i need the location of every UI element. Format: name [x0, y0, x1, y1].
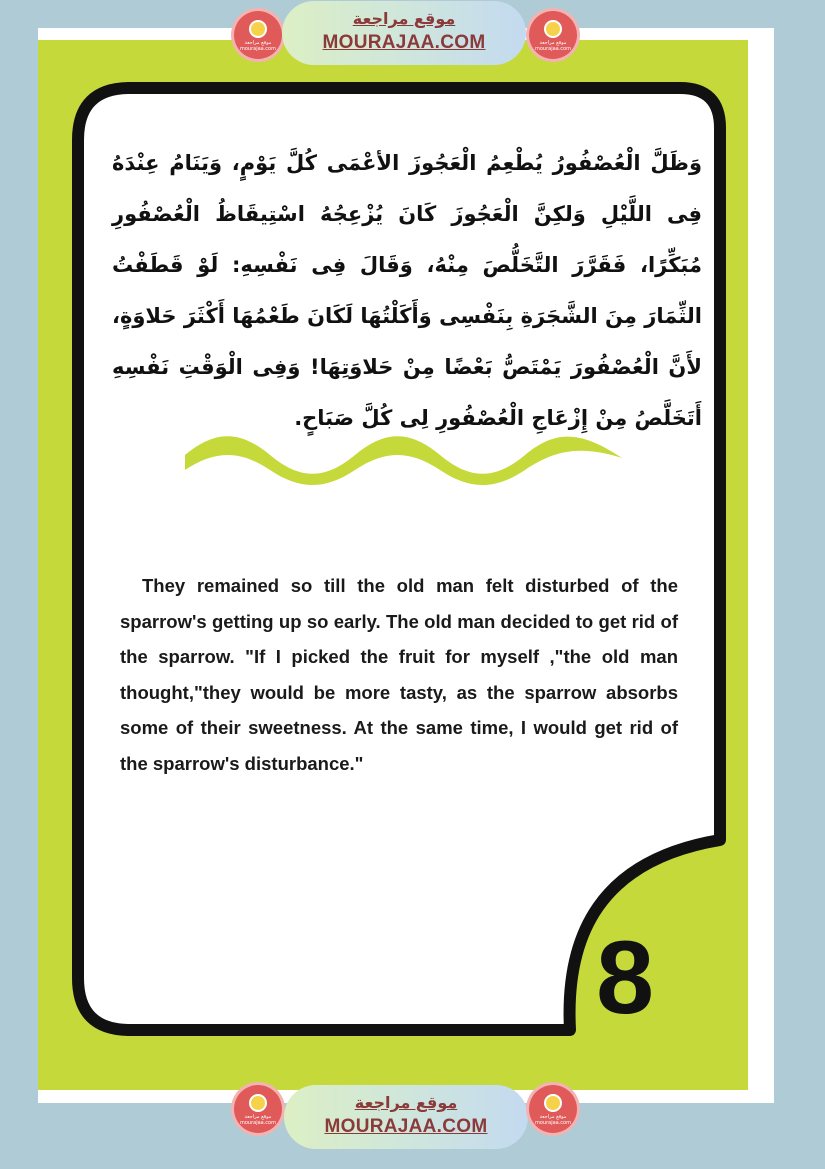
arabic-story-text: وَظَلَّ الْعُصْفُورُ يُطْعِمُ الْعَجُوزَ الأعْمَى كُلَّ يَوْمٍ، وَيَنَامُ عِنْدَهُ فِى اللَّيْلِ وَلكِنَّ الْعَجُوزَ كَانَ يُزْعِجُهُ اسْتِيقَاظُ الْعُصْفُورِ مُبَكِّرًا، فَقَرَّرَ التَّخَلُّصَ مِنْهُ، وَقَالَ فِى نَفْسِهِ: لَوْ قَطَفْتُ الثِّمَارَ مِنَ الشَّجَرَةِ بِنَفْسِى وَأَكَلْتُهَا لَكَانَ طَعْمُهَا أَكْثَرَ حَلاوَةٍ، لأَنَّ الْعُصْفُورَ يَمْتَصُّ بَعْضًا مِنْ حَلاوَتِهَا! وَفِى الْوَقْتِ نَفْسِهِ أَتَخَلَّصُ مِنْ إِزْعَاجِ الْعُصْفُورِ لِى كُلَّ صَبَاحٍ.	[112, 151, 702, 430]
watermark-site: MOURAJAA.COM	[322, 32, 486, 53]
site-logo-top-left: موقع مراجعة mourajaa.com	[234, 11, 282, 59]
english-story-text: They remained so till the old man felt disturbed of the sparrow's getting up so early. The old man decided to get rid of the sparrow. "If I picked the fruit for myself ,"the old man thought,"they would be more tasty, as the sparrow absorbs some of their sweetness. At the same time, I would get rid of the sparrow's disturbance."	[120, 575, 678, 774]
page-number: 8	[596, 920, 654, 1036]
logo-icon	[249, 1094, 267, 1112]
logo-icon	[249, 20, 267, 38]
logo-icon	[544, 1094, 562, 1112]
watermark-arabic: موقع مراجعة	[352, 9, 456, 28]
watermark-badge-top[interactable]	[282, 1, 526, 65]
site-logo-bottom-left: موقع مراجعة mourajaa.com	[234, 1085, 282, 1133]
watermark-arabic: موقع مراجعة	[354, 1093, 458, 1112]
watermark-badge-bottom[interactable]	[284, 1085, 528, 1149]
site-logo-top-right: موقع مراجعة mourajaa.com	[529, 11, 577, 59]
watermark-site: MOURAJAA.COM	[324, 1116, 488, 1137]
site-logo-bottom-right: موقع مراجعة mourajaa.com	[529, 1085, 577, 1133]
logo-icon	[544, 20, 562, 38]
